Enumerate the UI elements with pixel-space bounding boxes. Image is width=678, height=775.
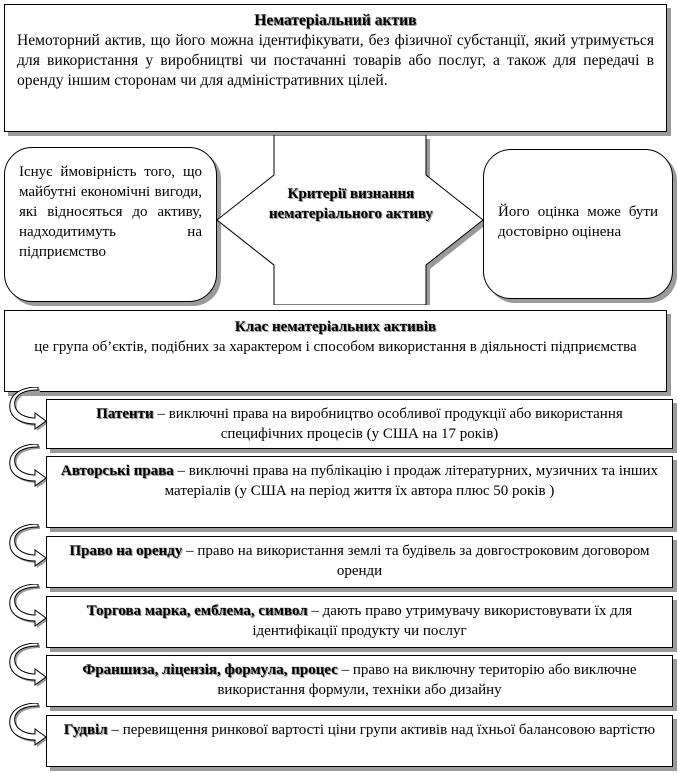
criterion-right-text: Його оцінка може бути достовірно оцінена bbox=[498, 204, 658, 240]
item-box bbox=[46, 399, 673, 449]
criterion-left-text: Існує ймовірність того, що майбутні економічні вигоди, які відносяться до активу, надходитимуть на підприємство bbox=[19, 164, 202, 260]
criteria-label: Критерії визнання нематеріального активу bbox=[268, 186, 434, 222]
curved-arrow-icon bbox=[8, 387, 48, 433]
item-term: Гудвіл bbox=[63, 722, 108, 738]
item-box bbox=[46, 536, 673, 588]
item-description: – виключні права на публікацію і продаж літературних, музичних та інших матеріалів (у США на період життя їх автора плюс 50 років ) bbox=[164, 463, 659, 499]
item-box bbox=[46, 456, 673, 528]
curved-arrow-icon bbox=[8, 643, 48, 689]
curved-arrow-icon bbox=[8, 584, 48, 630]
item-description: – право на використання землі та будівель за довгостроковим договором оренди bbox=[182, 543, 650, 579]
curved-arrow-icon bbox=[8, 524, 48, 570]
item-description: – право на виключну територію або виключне використання формули, техніки або дизайну bbox=[217, 662, 637, 698]
definition-text: Немоторний актив, що його можна ідентифікувати, без фізичної субстанції, який утримується для використання у виробництві чи постачанні товарів або послуг, а також для передачі в оренду іншим сторонам чи для адміністративних цілей. bbox=[17, 32, 654, 89]
class-text: це група об’єктів, подібних за характером і способом використання в діяльності підприємства bbox=[34, 339, 637, 355]
item-term: Франшиза, ліцензія, формула, процес bbox=[82, 662, 338, 678]
curved-arrow-icon bbox=[8, 444, 48, 490]
item-term: Патенти bbox=[96, 406, 154, 422]
item-description: – перевищення ринкової вартості ціни групи активів над їхньої балансовою вартістю bbox=[107, 722, 656, 738]
item-term: Торгова марка, емблема, символ bbox=[86, 603, 308, 619]
item-box bbox=[46, 596, 673, 648]
item-description: – дають право утримувачу використовувати їх для ідентифікації продукту чи послуг bbox=[252, 603, 633, 639]
definition-title: Нематеріальний актив bbox=[254, 12, 417, 29]
curved-arrow-icon bbox=[8, 703, 48, 749]
item-box bbox=[46, 655, 673, 707]
definition-box bbox=[4, 4, 667, 132]
class-box bbox=[4, 310, 667, 392]
item-description: – виключні права на виробництво особливої продукції або використання специфічних процесів (у США на 17 років) bbox=[153, 406, 623, 442]
item-term: Право на оренду bbox=[69, 543, 183, 559]
criterion-left-box bbox=[4, 147, 217, 302]
item-term: Авторські права bbox=[60, 463, 174, 479]
class-title: Клас нематеріальних активів bbox=[234, 319, 437, 335]
criterion-right-box bbox=[483, 149, 673, 299]
item-box bbox=[46, 715, 673, 767]
